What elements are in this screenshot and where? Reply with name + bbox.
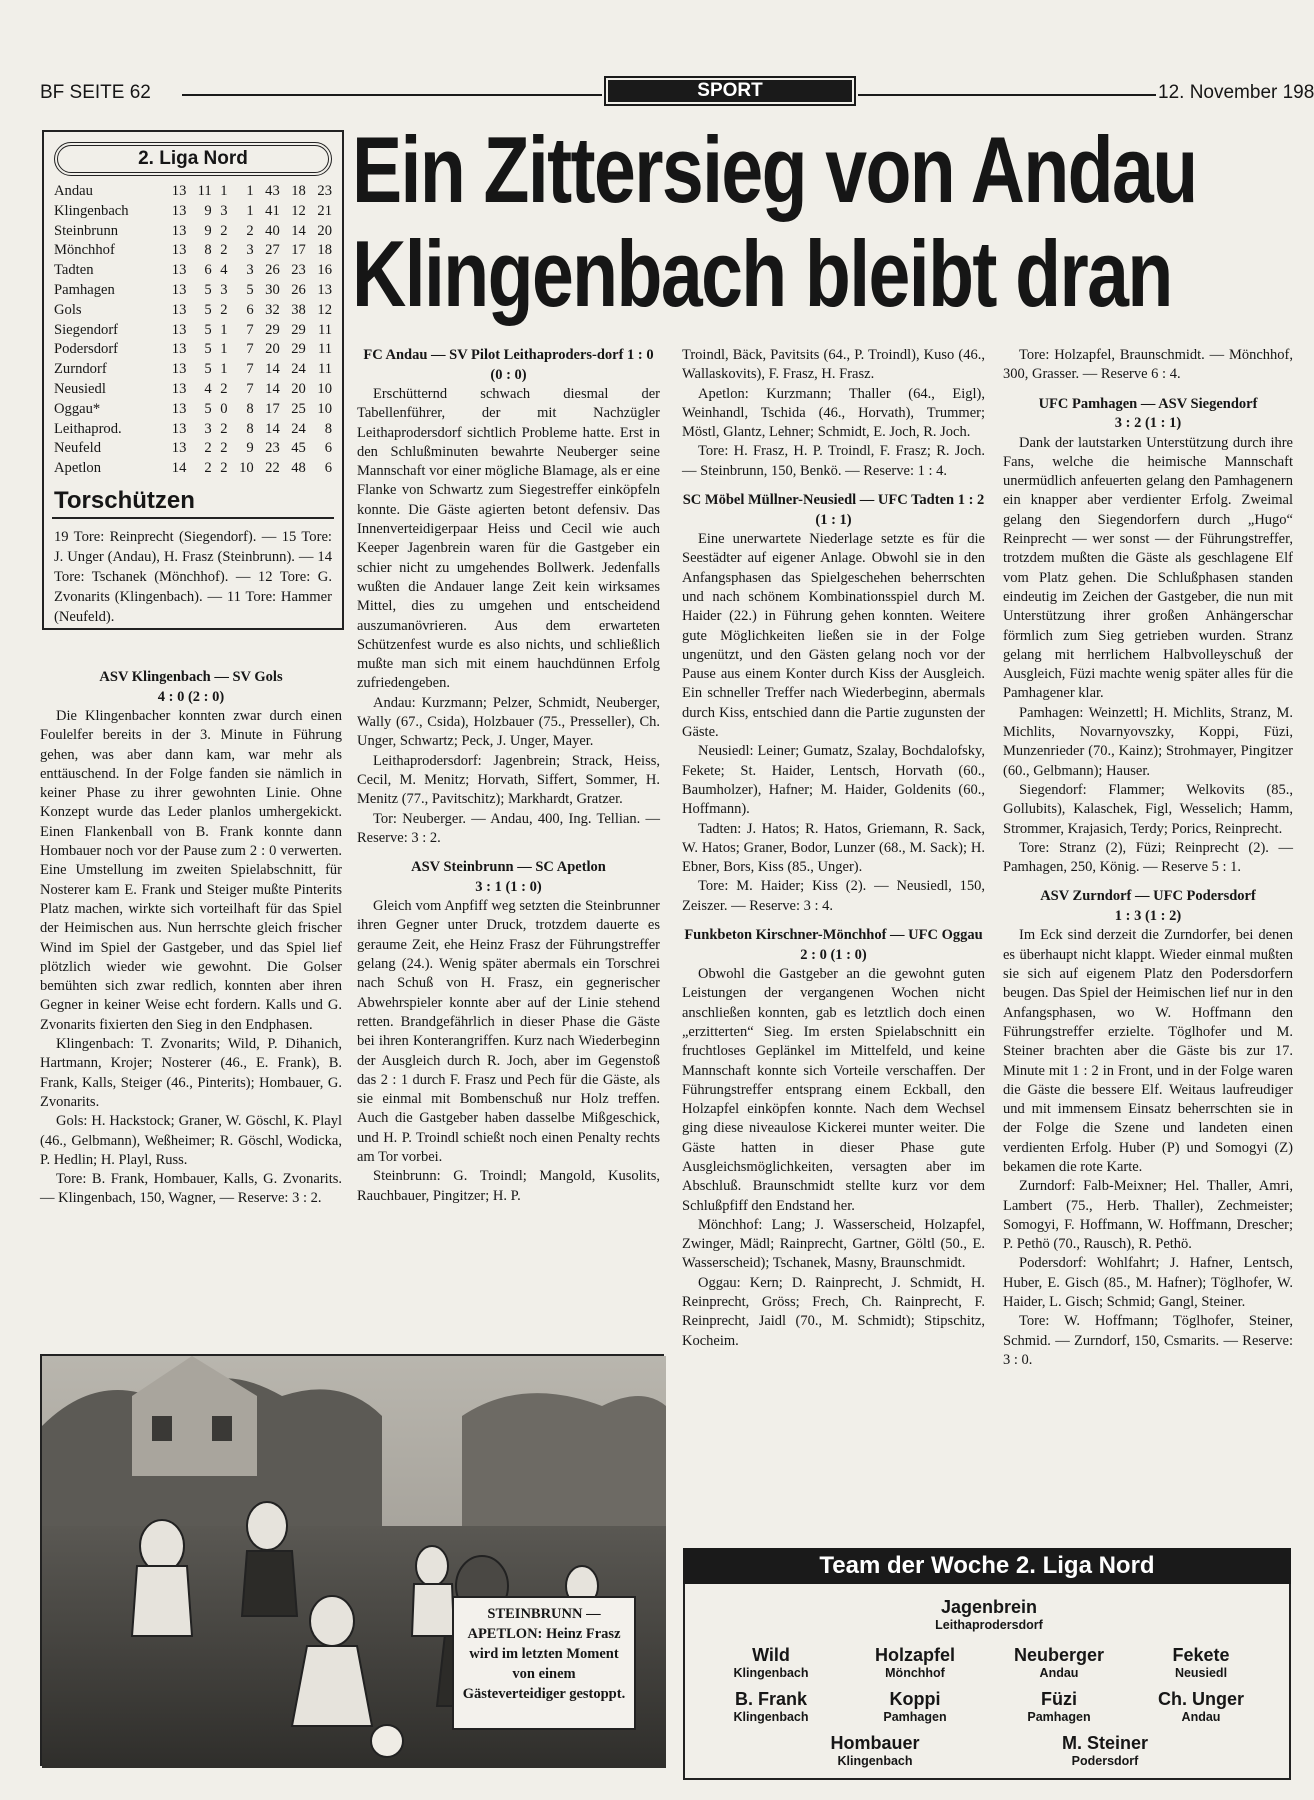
stat-value: 13 (171, 440, 187, 457)
match-score: 3 : 2 (1 : 1) (1114, 415, 1182, 432)
team-player (805, 1732, 945, 1769)
standings-table (52, 182, 334, 479)
stat-value: 24 (291, 361, 306, 378)
stat-value: 1 (220, 321, 228, 338)
stat-value: 13 (171, 242, 187, 259)
goals-line: Tore: Holzapfel, Braunschmidt. — Mönchhof, 300, Grasser. — Reserve 6 : 4. (1003, 347, 1293, 383)
article-body: Dank der lautstarken Unterstützung durch ihre Fans, welche die heimische Mannschaft unermüdlich anfeuerten gelang den Pamhagenern ein knapper aber verdienter Erfolg. Zweimal gelang den Siegendorfern durch „Hugo“ Reinprecht — wer sonst — der Führungstreffer, trotzdem mußten die Gäste als geschlagene Elf vom Platz gehen. Die Schlußphasen standen eindeutig im Zeichen der Gastgeber, die nun mit Unterstützung ihrer großen Anhängerschar förmlich zum Sieg getrieben wurden. Stranz gelang mit herrlichem Halbvolleyschuß der Ausgleich, Füzi machte wenig später alles für die Pamhagener klar. (1003, 434, 1293, 702)
match-heading: FC Andau — SV Pilot Leithaproders-dorf 1 : 0 (0 : 0) (363, 347, 654, 383)
stat-value: 40 (265, 222, 280, 239)
stat-value: 18 (291, 183, 306, 199)
stat-value: 38 (291, 301, 306, 318)
player-club: Podersdorf (1071, 1754, 1139, 1768)
player-name: M. Steiner (1061, 1733, 1149, 1753)
section-text: SPORT (608, 80, 852, 102)
team-name: Steinbrunn (54, 222, 119, 239)
player-name: Hombauer (830, 1733, 920, 1753)
stat-value: 1 (246, 183, 254, 199)
stat-value: 4 (220, 262, 228, 279)
article-body: Die Klingenbacher konnten zwar durch einen Foulelfer bereits in der 3. Minute in Führung gehen, was aber dann kam, war mehr als enttäuschend. In der Folge fanden sie nämlich in keiner Phase zu ihrer gewohnten Linie. Ohne Konzept wurde das Leder planlos umhergekickt. Einen Flankenball von B. Frank konnte dann Hombauer noch vor der Pause zum 2 : 0 verwerten. Eine Umstellung im zweiten Spielabschnitt, für Nosterer kam E. Frank und Steiger mußte Pinterits Platz machen, wirkte sich vorteilhaft für das Spiel der Heimischen aus. Nun herrschte gleich frischer Wind im Spiel der Gastgeber, und das Spiel lief plötzlich wieder wie gewohnt. Die Golser bemühten sich zwar redlich, konnten aber ihren Gegner in keiner Weise echt fordern. Kalls und G. Zvonarits fixierten den Sieg in den Endphasen. (40, 708, 342, 1033)
player-club: Klingenbach (733, 1666, 809, 1680)
page-header (40, 74, 1314, 114)
stat-value: 23 (291, 262, 306, 279)
stat-value: 12 (317, 301, 332, 318)
stat-value: 5 (204, 321, 212, 338)
lineup: Neusiedl: Leiner; Gumatz, Szalay, Bochdalofsky, Fekete; St. Haider, Lentsch, Horvath (60., Baumholzer), Hafner; M. Haider, Goldenits (60., Hoffmann). (682, 743, 985, 818)
lineup: Zurndorf: Falb-Meixner; Hel. Thaller, Amri, Lambert (75., Herb. Thaller), Zechmeister; Somogyi, F. Hoffmann, W. Hoffmann, Drescher; P. Pethö (70., Rausch), R. Pethö. (1003, 1178, 1293, 1253)
stat-value: 13 (171, 420, 187, 437)
team-title: Team der Woche 2. Liga Nord (683, 1548, 1291, 1584)
team-player (845, 1644, 985, 1681)
standings-row (52, 340, 334, 360)
article-body: Eine unerwartete Niederlage setzte es für die Seestädter auf eigener Anlage. Obwohl sie in den Anfangsphasen das Spielgeschehen beherrschten und nach schönem Kombinationsspiel durch M. Haider (22.) in Führung gehen konnten. Weitere gute Möglichkeiten ließen sie in der Folge ungenützt, und den Gästen gelang noch vor der Pause aus einem Konter durch Kiss der Ausgleich. Ein schneller Treffer nach Wiederbeginn, abermals durch Kiss, entschied dann die Partie zugunsten der Gäste. (682, 531, 985, 741)
lineup: Pamhagen: Weinzettl; H. Michlits, Stranz, M. Michlits, Novarnyovszky, Koppi, Füzi, Munzenrieder (70., Kainz); Strohmayer, Pingitzer (60., Gelbmann); Hauser. (1003, 704, 1293, 779)
lineup: Siegendorf: Flammer; Welkovits (85., Gollubits), Kalaschek, Figl, Wesselich; Hamm, Strommer, Krajasich, Terdy; Porics, Reinprecht. (1003, 781, 1293, 837)
stat-value: 13 (171, 262, 187, 279)
stat-value: 8 (204, 242, 212, 259)
standings-row (52, 380, 334, 400)
standings-row (52, 439, 334, 459)
match-heading: UFC Pamhagen — ASV Siegendorf (1038, 395, 1258, 412)
stat-value: 20 (291, 380, 306, 397)
team-player (845, 1688, 985, 1725)
team-name: Neusiedl (54, 380, 106, 397)
stat-value: 8 (246, 420, 254, 437)
team-name: Andau (54, 183, 93, 199)
standings-row (52, 360, 334, 380)
goals-line: Tore: Stranz (2), Füzi; Reinprecht (2). — Pamhagen, 250, König. — Reserve 5 : 1. (1003, 839, 1293, 876)
lineup: Oggau: Kern; D. Rainprecht, J. Schmidt, H. Reinprecht, Gröss; Frech, Ch. Rainprecht, F. Reinprecht, Jaidl (70., M. Schmidt); Stipschitz, Kocheim. (682, 1274, 985, 1349)
stat-value: 2 (220, 242, 228, 259)
match-heading: ASV Steinbrunn — SC Apetlon (411, 859, 606, 876)
team-name: Podersdorf (54, 341, 119, 358)
stat-value: 20 (317, 222, 332, 239)
player-name: Neuberger (1013, 1645, 1105, 1665)
standings-row (52, 301, 334, 321)
stat-value: 11 (317, 361, 332, 378)
player-name: Holzapfel (874, 1645, 955, 1665)
stat-value: 41 (265, 202, 280, 219)
stat-value: 7 (246, 321, 254, 338)
player-club: Andau (1181, 1710, 1221, 1724)
team-player (701, 1644, 841, 1681)
team-player (701, 1688, 841, 1725)
team-player (1035, 1732, 1175, 1769)
stat-value: 14 (265, 420, 280, 437)
stat-value: 9 (204, 202, 212, 219)
stat-value: 7 (246, 341, 254, 358)
divider (52, 517, 334, 519)
stat-value: 13 (171, 341, 187, 358)
stat-value: 6 (246, 301, 254, 318)
stat-value: 2 (220, 460, 228, 477)
stat-value: 12 (291, 202, 306, 219)
stat-value: 30 (265, 281, 280, 298)
stat-value: 26 (265, 262, 280, 279)
team-name: Gols (54, 301, 82, 318)
stat-value: 3 (246, 242, 254, 259)
stat-value: 20 (265, 341, 280, 358)
player-club: Klingenbach (837, 1754, 913, 1768)
article-body: Erschütternd schwach diesmal der Tabellenführer, der mit Nachzügler Leithaprodersdorf sichtlich Probleme hatte. Erst in den Schlußminuten bewahrte Neuberger seine Mannschaft vor einer mögliche Blamage, als er eine Flanke von Schwartz zum Siegestreffer einköpfeln konnte. Die Gäste agierten betont defensiv. Das Innenverteidigerpaar Heiss und Cecil wie auch Keeper Jagenbrein waren für die Gastgeber ein schier nicht zu umgehendes Bollwerk. Jedenfalls wußten die Andauer lange Zeit kein wirksames Mittel, dies zu umgehen und entscheidend auszumanövrieren. Aus dem erwarteten Schützenfest wurde es also nichts, und schließlich mußte man sich mit einem hauchdünnen Erfolg zufriedengeben. (357, 386, 660, 692)
goals-line: Tore: W. Hoffmann; Töglhofer, Steiner, Schmid. — Zurndorf, 150, Csmarits. — Reserve: 3 : 0. (1003, 1313, 1293, 1368)
player-name: Ch. Unger (1157, 1689, 1244, 1709)
stat-value: 13 (171, 202, 187, 219)
team-player (1131, 1688, 1271, 1725)
match-photo (40, 1354, 664, 1766)
article-andau-leithaprodersdorf (357, 346, 660, 1206)
team-name: Tadten (54, 262, 94, 279)
stat-value: 17 (265, 400, 280, 417)
stat-value: 2 (204, 440, 212, 457)
stat-value: 2 (220, 420, 228, 437)
article-klingenbach-gols (40, 668, 342, 1209)
team-name: Pamhagen (54, 281, 115, 298)
match-heading: SC Möbel Müllner-Neusiedl — UFC Tadten 1 : 2 (1 : 1) (682, 492, 985, 528)
scorers-text: 19 Tore: Reinprecht (Siegendorf). — 15 Tore: J. Unger (Andau), H. Frasz (Steinbrunn). — 14 Tore: Tschanek (Mönchhof). — 12 Tore: G. Zvonarits (Klingenbach). — 11 Tore: Hammer (Neufeld). (54, 528, 332, 625)
header-rule (858, 94, 1156, 96)
lineup: Steinbrunn: G. Troindl; Mangold, Kusolits, Rauchbauer, Pingitzer; H. P. (357, 1168, 660, 1204)
stat-value: 5 (204, 400, 212, 417)
goals-line: Tore: H. Frasz, H. P. Troindl, F. Frasz; R. Joch. — Steinbrunn, 150, Benkö. — Reserve: 1 : 4. (682, 443, 985, 479)
player-club: Pamhagen (883, 1710, 947, 1724)
lineup: Andau: Kurzmann; Pelzer, Schmidt, Neuberger, Wally (67., Csida), Holzbauer (75., Presseller), Ch. Unger, Schwartz; Peck, J. Unger, Mayer. (357, 694, 660, 750)
player-name: Füzi (1041, 1689, 1077, 1709)
headline-line-2: Klingenbach bleibt dran (352, 221, 1172, 326)
stat-value: 11 (317, 321, 332, 338)
stat-value: 4 (204, 380, 212, 397)
stat-value: 11 (317, 341, 332, 358)
player-club: Neusiedl (1174, 1666, 1228, 1680)
standings-row (52, 241, 334, 261)
stat-value: 5 (204, 281, 212, 298)
stat-value: 14 (265, 361, 280, 378)
standings-row (52, 222, 334, 242)
team-player (989, 1688, 1129, 1725)
section-label (604, 76, 856, 106)
stat-value: 9 (246, 440, 254, 457)
team-player (989, 1644, 1129, 1681)
stat-value: 9 (204, 222, 212, 239)
match-score: 3 : 1 (1 : 0) (475, 878, 542, 895)
headline-line-1: Ein Zittersieg von Andau (352, 117, 1197, 222)
standings-row (52, 261, 334, 281)
stat-value: 7 (246, 361, 254, 378)
stat-value: 43 (265, 183, 280, 199)
scorers-title: Torschützen (54, 486, 195, 514)
article-column-4 (1003, 346, 1293, 1532)
stat-value: 18 (317, 242, 332, 259)
lineup: Apetlon: Kurzmann; Thaller (64., Eigl), Weinhandl, Tschida (46., Horvath), Trummer; Möstl, Glantz, Lehner; Schmidt, E. Joch, R. Joch. (682, 385, 985, 441)
team-name: Zurndorf (54, 361, 107, 378)
stat-value: 2 (220, 440, 228, 457)
standings-row (52, 182, 334, 202)
stat-value: 13 (171, 222, 187, 239)
article-body: Gleich vom Anpfiff weg setzten die Steinbrunner ihren Gegner unter Druck, trotzdem dauerte es geraume Zeit, ehe Heinz Frasz der Führungstreffer gelang (24.). Wenig später abermals ein Torschrei nach Schuß von H. Frasz, ein gegnerischer Abwehrspieler konnte aber auf der Linie stehend retten. Brandgefährlich in dieser Phase die Gäste bei ihren Konterangriffen. Kurz nach Wiederbeginn der Ausgleich durch R. Joch, aber im Gegenstoß das 2 : 1 durch F. Frasz und Pech für die Gäste, als sie einmal mit Bombenschuß nur Holz treffen. Auch die Gastgeber haben dasselbe Mißgeschick, und H. P. Troindl schießt noch einen Penalty rechts am Tor vorbei. (357, 898, 660, 1165)
stat-value: 10 (317, 380, 332, 397)
team-box (683, 1580, 1291, 1780)
match-score: 4 : 0 (2 : 0) (157, 688, 225, 705)
stat-value: 5 (204, 301, 212, 318)
stat-value: 29 (291, 341, 306, 358)
match-heading: ASV Zurndorf — UFC Podersdorf (1040, 888, 1256, 905)
match-heading: ASV Klingenbach — SV Gols (99, 669, 283, 685)
player-name: Wild (752, 1645, 790, 1665)
player-club: Klingenbach (733, 1710, 809, 1724)
stat-value: 23 (265, 440, 280, 457)
team-name: Apetlon (54, 460, 102, 477)
stat-value: 45 (291, 440, 306, 457)
stat-value: 7 (246, 380, 254, 397)
stat-value: 29 (291, 321, 306, 338)
match-score: 1 : 3 (1 : 2) (1114, 907, 1182, 924)
stat-value: 0 (220, 400, 228, 417)
stat-value: 5 (246, 281, 254, 298)
team-name: Siegendorf (54, 321, 119, 338)
goals-line: Tor: Neuberger. — Andau, 400, Ing. Tellian. — Reserve: 3 : 2. (357, 810, 660, 846)
stat-value: 10 (239, 460, 254, 477)
page-number: BF SEITE 62 (40, 82, 151, 103)
team-name: Leithaprod. (54, 420, 122, 437)
stat-value: 2 (220, 380, 228, 397)
article-body: Obwohl die Gastgeber an die gewohnt guten Leistungen der vergangenen Wochen nicht anschließen konnten, gab es letztlich doch einen „erzitterten“ Sieg. Im ersten Spielabschnitt ein fruchtloses Geplänkel im Mittelfeld, und keine Mannschaft konnte sich Vorteile verschaffen. Der Führungstreffer entsprang einem Eckball, den Holzapfel einköpfen konnte. Nach dem Wechsel ging diese niveaulose Kickerei munter weiter. Die Gäste hatten in dieser Phase gute Ausgleichsmöglichkeiten, versagten aber im Abschluß. Braunschmidt stellte kurz vor dem Schlußpfiff den Endstand her. (682, 966, 985, 1214)
stat-value: 1 (246, 202, 254, 219)
standings-row (52, 459, 334, 479)
stat-value: 6 (204, 262, 212, 279)
lineup: Mönchhof: Lang; J. Wasserscheid, Holzapfel, Zwinger, Mädl; Rainprecht, Gartner, Göltl (50., E. Wasserscheid); Tschanek, Masny, Braunschmidt. (682, 1216, 985, 1272)
stat-value: 3 (204, 420, 212, 437)
stat-value: 2 (246, 222, 254, 239)
stat-value: 29 (265, 321, 280, 338)
stat-value: 24 (291, 420, 306, 437)
stat-value: 14 (291, 222, 306, 239)
stat-value: 13 (171, 400, 187, 417)
goals-line: Tore: B. Frank, Hombauer, Kalls, G. Zvonarits. — Klingenbach, 150, Wagner, — Reserve: 3 : 2. (40, 1171, 342, 1207)
stat-value: 6 (324, 460, 332, 477)
stat-value: 26 (291, 281, 306, 298)
article-column-3 (682, 346, 985, 1351)
article-body: Im Eck sind derzeit die Zurndorfer, bei denen es überhaupt nicht klappt. Wieder einmal mußten sie sich auf eigenem Platz den Podersdorfern beugen. Das Spiel der Heimischen lief nur in den Anfangsphasen, wo W. Hoffmann den Führungstreffer erzielte. Töglhofer und M. Steiner brachten aber die Gäste bis zur 17. Minute mit 1 : 2 in Front, und in der Folge waren die Gäste die bessere Elf. Weitaus laufreudiger und mit immensem Einsatz beherrschten sie in der Folge die Szene und landeten einen verdienten Erfolg. Huber (P) und Somogyi (Z) bekamen die rote Karte. (1003, 927, 1293, 1175)
stat-value: 3 (220, 202, 228, 219)
player-club: Mönchhof (885, 1666, 945, 1680)
stat-value: 13 (171, 361, 187, 378)
standings-row (52, 420, 334, 440)
stat-value: 13 (171, 321, 187, 338)
stat-value: 13 (171, 281, 187, 298)
player-club: Pamhagen (1027, 1710, 1091, 1724)
stat-value: 13 (317, 281, 332, 298)
stat-value: 25 (291, 400, 306, 417)
stat-value: 22 (265, 460, 280, 477)
issue-date: 12. November 198 (1158, 82, 1314, 103)
stat-value: 5 (204, 341, 212, 358)
player-name: B. Frank (734, 1689, 808, 1709)
team-name: Mönchhof (54, 242, 115, 259)
team-of-the-week (683, 1548, 1291, 1780)
stat-value: 14 (171, 460, 187, 477)
goals-line: Tore: M. Haider; Kiss (2). — Neusiedl, 150, Zeiszer. — Reserve: 3 : 4. (682, 878, 985, 914)
lineup: Gols: H. Hackstock; Graner, W. Göschl, K. Playl (46., Gelbmann), Weßheimer; R. Göschl, Wodicka, P. Hedlin; H. Playl, Russ. (40, 1113, 342, 1168)
team-name: Oggau* (54, 400, 101, 417)
stat-value: 48 (291, 460, 306, 477)
stat-value: 13 (171, 301, 187, 318)
stat-value: 3 (220, 281, 228, 298)
standings-row (52, 281, 334, 301)
standings-row (52, 321, 334, 341)
team-name: Neufeld (54, 440, 102, 457)
stat-value: 11 (197, 183, 212, 199)
stat-value: 17 (291, 242, 306, 259)
stat-value: 8 (324, 420, 332, 437)
team-player (1131, 1644, 1271, 1681)
photo-caption: STEINBRUNN — APETLON: Heinz Frasz wird im letzten Moment von einem Gästeverteidiger gestoppt. (452, 1596, 636, 1730)
player-name: Koppi (889, 1689, 941, 1709)
stat-value: 23 (317, 183, 332, 199)
stat-value: 32 (265, 301, 280, 318)
player-name: Fekete (1172, 1645, 1230, 1665)
stat-value: 1 (220, 361, 228, 378)
team-player (919, 1596, 1059, 1633)
stat-value: 6 (324, 440, 332, 457)
lineup-continued: Troindl, Bäck, Pavitsits (64., P. Troindl), Kuso (46., Wallaskovits), F. Frasz, H. Frasz. (682, 347, 985, 383)
stat-value: 27 (265, 242, 280, 259)
headline (352, 117, 1197, 338)
lineup: Leithaprodersdorf: Jagenbrein; Strack, Heiss, Cecil, M. Menitz; Horvath, Siffert, Sommer, H. Menitz (77., Pavitschitz); Markhardt, Gratzer. (357, 752, 660, 808)
stat-value: 8 (246, 400, 254, 417)
stat-value: 13 (171, 380, 187, 397)
standings-row (52, 202, 334, 222)
team-name: Klingenbach (54, 202, 129, 219)
standings-title: 2. Liga Nord (54, 142, 332, 176)
lineup: Klingenbach: T. Zvonarits; Wild, P. Dihanich, Hartmann, Krojer; Nosterer (46., E. Frank), B. Frank, Kalls, Steiger (46., Pinterits); Hombauer, G. Zvonarits. (40, 1036, 342, 1110)
stat-value: 5 (204, 361, 212, 378)
standings-row (52, 400, 334, 420)
lineup: Podersdorf: Wohlfahrt; J. Hafner, Lentsch, Huber, E. Gisch (85., M. Hafner); Töglhofer, W. Haider, L. Gisch; Schmid; Gangl, Steiner. (1003, 1255, 1293, 1311)
stat-value: 2 (204, 460, 212, 477)
match-heading: Funkbeton Kirschner-Mönchhof — UFC Oggau 2 : 0 (1 : 0) (684, 927, 983, 963)
player-club: Andau (1039, 1666, 1079, 1680)
stat-value: 16 (317, 262, 332, 279)
stat-value: 1 (220, 341, 228, 358)
header-rule (182, 94, 602, 96)
stat-value: 13 (171, 183, 187, 199)
stat-value: 14 (265, 380, 280, 397)
stat-value: 3 (246, 262, 254, 279)
stat-value: 1 (220, 183, 228, 199)
lineup: Tadten: J. Hatos; R. Hatos, Griemann, R. Sack, W. Hatos; Graner, Bodor, Lunzer (68., M. Sack); H. Ebner, Bors, Kiss (85., Unger). (682, 820, 985, 876)
stat-value: 21 (317, 202, 332, 219)
stat-value: 2 (220, 222, 228, 239)
player-name: Jagenbrein (940, 1597, 1038, 1617)
player-club: Leithaprodersdorf (935, 1618, 1043, 1632)
stat-value: 10 (317, 400, 332, 417)
stat-value: 2 (220, 301, 228, 318)
standings-box (42, 130, 344, 630)
